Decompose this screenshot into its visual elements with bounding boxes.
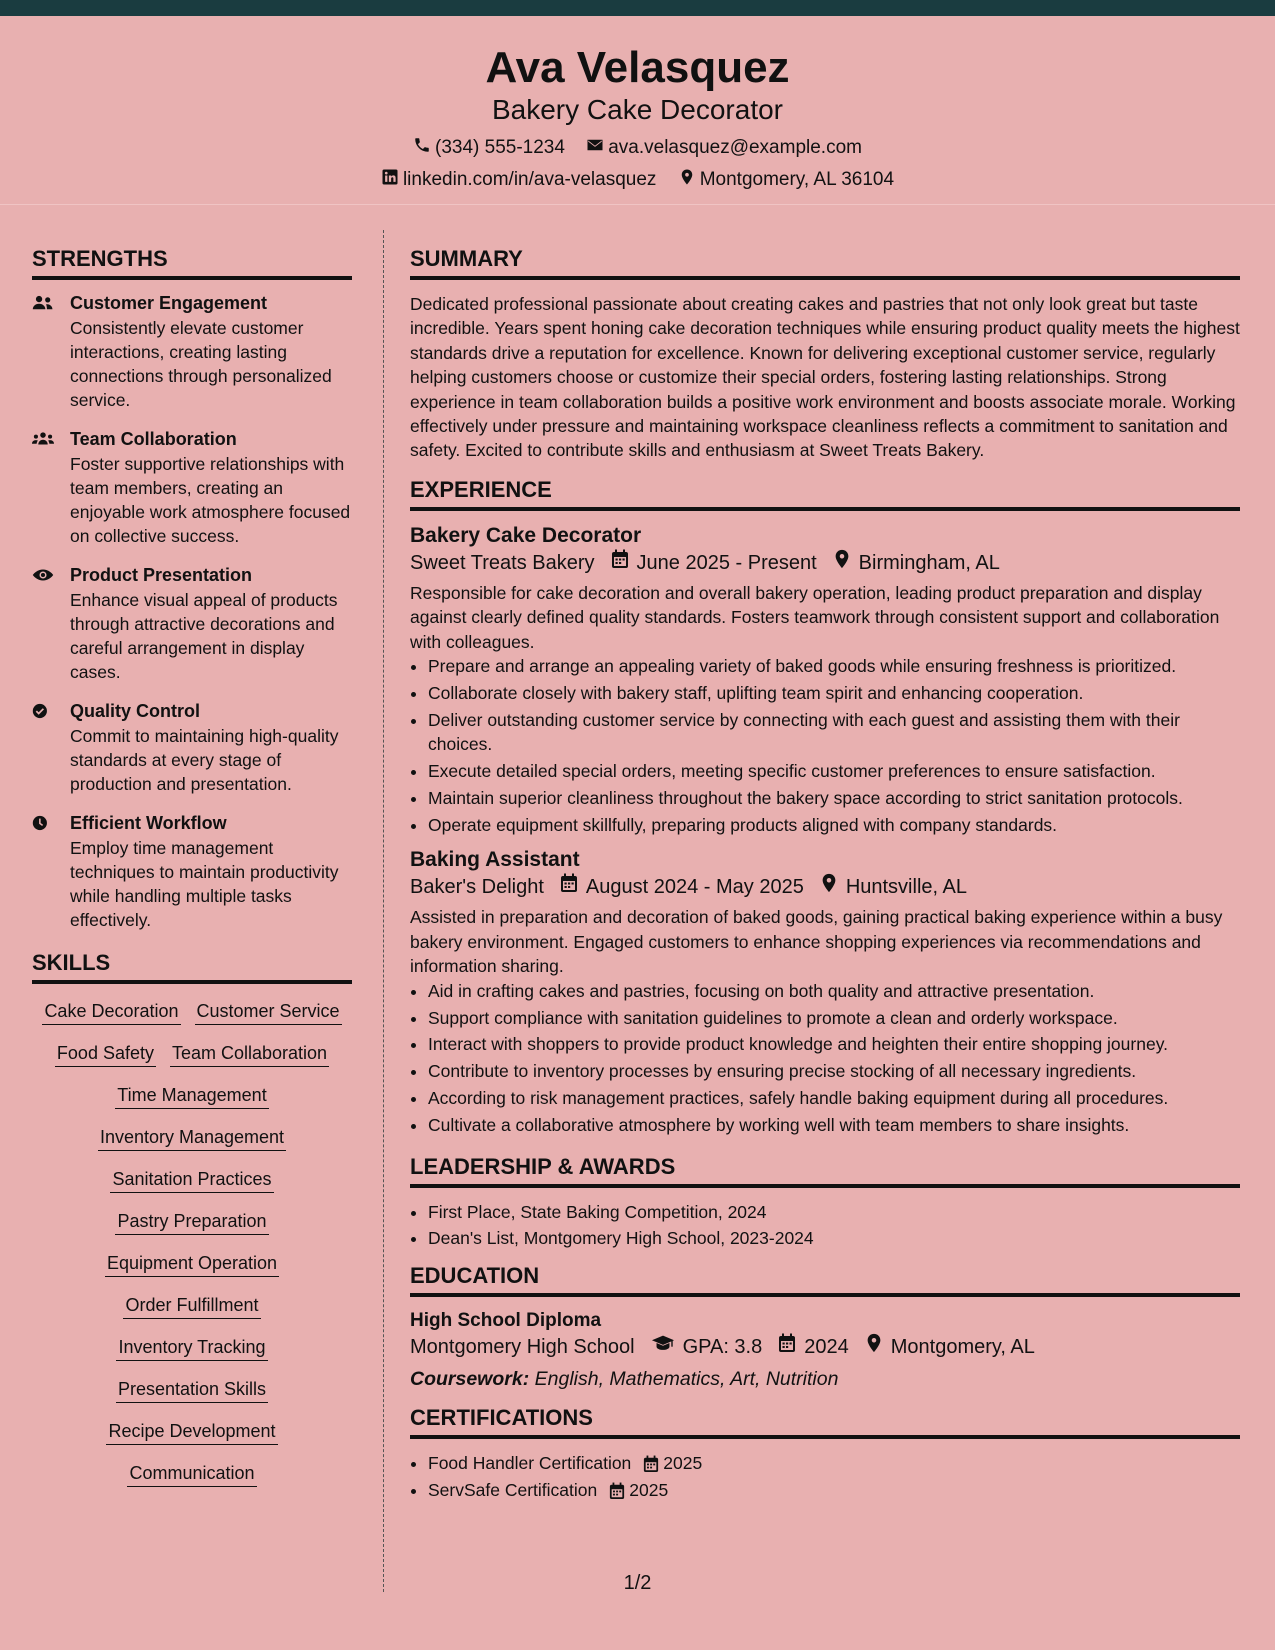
- award-item: • Dean's List, Montgomery High School, 2023-2024: [428, 1226, 1240, 1250]
- strength-heading: Team Collaboration: [70, 429, 237, 449]
- skills-heading: SKILLS: [32, 952, 352, 984]
- skill-tag: Inventory Management: [98, 1126, 286, 1151]
- calendar-icon: [558, 873, 586, 901]
- education-meta: [410, 1333, 1240, 1361]
- contact-row-2: [0, 168, 1275, 190]
- strength-item: [32, 812, 352, 932]
- location-text: Montgomery, AL 36104: [699, 168, 895, 190]
- top-accent-bar: [0, 0, 1275, 16]
- strength-item: [32, 700, 352, 796]
- strengths-heading: STRENGTHS: [32, 248, 352, 280]
- degree-title: High School Diploma: [410, 1309, 602, 1331]
- job-dates-text: June 2025 - Present: [636, 551, 817, 574]
- skill-row: [32, 1420, 352, 1445]
- coursework: [410, 1365, 1240, 1393]
- skill-tag: Pastry Preparation: [115, 1210, 268, 1235]
- header-divider: [0, 204, 1275, 205]
- map-pin-icon: [831, 549, 859, 577]
- certification-year: 2025: [629, 1479, 669, 1500]
- job-bullet: • Cultivate a collaborative atmosphere by working well with team members to share insights.: [428, 1113, 1240, 1137]
- school-name: Montgomery High School: [410, 1335, 635, 1358]
- group-icon: [32, 428, 70, 548]
- job-meta: [410, 873, 1240, 901]
- job-location-text: Huntsville, AL: [845, 876, 967, 899]
- strength-item: [32, 564, 352, 684]
- skill-row: [32, 1000, 352, 1025]
- strength-heading: Quality Control: [70, 701, 200, 721]
- job-location: [818, 873, 967, 901]
- skill-row: [32, 1210, 352, 1235]
- skill-row: [32, 1462, 352, 1487]
- coursework-text: English, Mathematics, Art, Nutrition: [534, 1367, 839, 1390]
- job-dates-text: August 2024 - May 2025: [585, 876, 804, 899]
- summary-heading: SUMMARY: [410, 248, 1240, 280]
- candidate-name: Ava Velasquez: [485, 43, 790, 92]
- skill-row: [32, 1294, 352, 1319]
- linkedin-icon: [381, 168, 403, 190]
- strength-item: [32, 428, 352, 548]
- job-location: [831, 549, 1000, 577]
- calendar-icon: [609, 1482, 625, 1500]
- awards-list: [410, 1200, 1240, 1251]
- strength-item: [32, 292, 352, 412]
- job-dates: [609, 549, 817, 577]
- coursework-label: Coursework:: [410, 1367, 530, 1390]
- check-circle-icon: [32, 700, 70, 796]
- calendar-icon: [776, 1333, 804, 1361]
- job-bullets: [410, 979, 1240, 1138]
- skill-row: [32, 1168, 352, 1193]
- skill-tag: Inventory Tracking: [116, 1336, 267, 1361]
- job-bullet: • Interact with shoppers to provide product knowledge and heighten their entire shopping journey.: [428, 1032, 1240, 1056]
- job-bullet: • Prepare and arrange an appealing variety of baked goods while ensuring freshness is prioritized.: [428, 654, 1240, 678]
- awards-heading: LEADERSHIP & AWARDS: [410, 1156, 1240, 1188]
- certifications-list: [410, 1451, 1240, 1502]
- job-dates: [558, 873, 804, 901]
- contact-row-1: [0, 136, 1275, 158]
- strength-description: Employ time management techniques to maintain productivity while handling multiple tasks effectively.: [70, 838, 339, 930]
- strength-heading: Efficient Workflow: [70, 813, 227, 833]
- certification-year: 2025: [663, 1452, 703, 1473]
- certifications-heading: CERTIFICATIONS: [410, 1407, 1240, 1439]
- job-title: Baking Assistant: [410, 848, 580, 872]
- job-bullet: • Deliver outstanding customer service by connecting with each guest and assisting them with their choices.: [428, 708, 1240, 757]
- clock-icon: [32, 812, 70, 932]
- calendar-icon: [609, 549, 637, 577]
- eye-icon: [32, 564, 70, 684]
- linkedin-contact[interactable]: [381, 168, 656, 190]
- skill-row: [32, 1378, 352, 1403]
- job-bullet: • Contribute to inventory processes by ensuring precise stocking of all necessary ingredients.: [428, 1059, 1240, 1083]
- job-meta: [410, 549, 1240, 577]
- phone-contact: [413, 136, 565, 158]
- job-bullet: • Aid in crafting cakes and pastries, focusing on both quality and attractive presentation.: [428, 979, 1240, 1003]
- left-column: [32, 248, 352, 1504]
- job-bullet: • Maintain superior cleanliness throughout the bakery space according to strict sanitation protocols.: [428, 786, 1240, 810]
- skill-tag: Presentation Skills: [116, 1378, 268, 1403]
- strength-description: Enhance visual appeal of products through attractive decorations and careful arrangement in display cases.: [70, 590, 338, 682]
- gpa-text: GPA: 3.8: [682, 1335, 763, 1358]
- certification-item: [428, 1478, 1240, 1502]
- job-bullet: • Collaborate closely with bakery staff, uplifting team spirit and enhancing cooperation.: [428, 681, 1240, 705]
- candidate-title: Bakery Cake Decorator: [491, 94, 783, 125]
- job-company: Baker's Delight: [410, 876, 544, 899]
- job-description: Assisted in preparation and decoration of baked goods, gaining practical baking experience within a busy bakery environment. Engaged customers to enhance shopping experiences via recommendations and information sharing.: [410, 907, 1223, 977]
- job-title: Bakery Cake Decorator: [410, 523, 642, 547]
- gpa: [649, 1333, 763, 1361]
- job-bullet: • Support compliance with sanitation guidelines to promote a clean and orderly workspace.: [428, 1006, 1240, 1030]
- graduation-year-text: 2024: [804, 1335, 849, 1358]
- experience-heading: EXPERIENCE: [410, 479, 1240, 511]
- skill-row: [32, 1126, 352, 1151]
- map-pin-icon: [678, 168, 700, 190]
- skills-list: [32, 996, 352, 1487]
- school-location-text: Montgomery, AL: [890, 1335, 1035, 1358]
- calendar-icon: [643, 1455, 659, 1473]
- strength-description: Consistently elevate customer interactions, creating lasting connections through personalized service.: [70, 318, 332, 410]
- column-divider: [383, 230, 384, 1592]
- map-pin-icon: [863, 1333, 891, 1361]
- envelope-icon: [586, 136, 608, 158]
- school-location: [863, 1333, 1035, 1361]
- users-icon: [32, 292, 70, 412]
- linkedin-text: linkedin.com/in/ava-velasquez: [402, 168, 657, 190]
- map-pin-icon: [818, 873, 846, 901]
- skill-tag: Team Collaboration: [170, 1042, 329, 1067]
- resume-header: [0, 16, 1275, 204]
- email-text: ava.velasquez@example.com: [608, 136, 862, 158]
- job-bullets: [410, 654, 1240, 837]
- skill-tag: Equipment Operation: [105, 1252, 279, 1277]
- strength-heading: Product Presentation: [70, 565, 253, 585]
- summary-text: Dedicated professional passionate about creating cakes and pastries that not only look great but taste incredible. Years spent honing cake decoration techniques while ensuring product quality meets the highest standards drive a reputation for excellence. Known for delivering exceptional customer service, regularly helping customers choose or customize their special orders, fostering lasting relationships. Strong experience in team collaboration builds a positive work environment and boosts associate morale. Working effectively under pressure and maintaining workspace cleanliness reflects a commitment to sanitation and safety. Excited to contribute skills and enthusiasm at Sweet Treats Bakery.: [410, 294, 1240, 461]
- education-heading: EDUCATION: [410, 1265, 1240, 1297]
- skill-tag: Food Safety: [55, 1042, 156, 1067]
- skill-tag: Communication: [127, 1462, 256, 1487]
- skill-row: [32, 1042, 352, 1067]
- location-contact: [678, 168, 894, 190]
- job-bullet: • Execute detailed special orders, meeting specific customer preferences to ensure satisfaction.: [428, 759, 1240, 783]
- strength-description: Foster supportive relationships with team members, creating an enjoyable work atmosphere focused on collective success.: [70, 454, 351, 546]
- right-column: [410, 248, 1240, 1512]
- skill-row: [32, 1252, 352, 1277]
- strength-description: Commit to maintaining high-quality standards at every stage of production and presentation.: [70, 726, 339, 794]
- skill-tag: Cake Decoration: [42, 1000, 180, 1025]
- certification-name: ServSafe Certification: [428, 1479, 598, 1500]
- strength-heading: Customer Engagement: [70, 293, 268, 313]
- graduation-year: [776, 1333, 849, 1361]
- skill-tag: Order Fulfillment: [123, 1294, 260, 1319]
- email-contact[interactable]: [586, 136, 862, 158]
- graduation-cap-icon: [649, 1333, 683, 1361]
- certification-item: [428, 1451, 1240, 1475]
- job-bullet: • Operate equipment skillfully, preparing products aligned with company standards.: [428, 813, 1240, 837]
- skill-row: [32, 1336, 352, 1361]
- skill-tag: Sanitation Practices: [110, 1168, 273, 1193]
- skill-row: [32, 1084, 352, 1109]
- job-entry: [410, 523, 1240, 838]
- page-number: 1/2: [623, 1572, 652, 1594]
- job-entry: [410, 847, 1240, 1137]
- job-location-text: Birmingham, AL: [858, 551, 1000, 574]
- phone-icon: [413, 136, 435, 158]
- skill-tag: Recipe Development: [106, 1420, 277, 1445]
- certification-name: Food Handler Certification: [428, 1452, 632, 1473]
- skill-tag: Customer Service: [195, 1000, 342, 1025]
- phone-text: (334) 555-1234: [435, 136, 565, 158]
- skill-tag: Time Management: [115, 1084, 268, 1109]
- job-company: Sweet Treats Bakery: [410, 551, 595, 574]
- award-item: • First Place, State Baking Competition, 2024: [428, 1200, 1240, 1224]
- job-bullet: • According to risk management practices, safely handle baking equipment during all procedures.: [428, 1086, 1240, 1110]
- job-description: Responsible for cake decoration and overall bakery operation, leading product preparation and display against clearly defined quality standards. Fosters teamwork through consistent support and collaboration with colleagues.: [410, 582, 1220, 652]
